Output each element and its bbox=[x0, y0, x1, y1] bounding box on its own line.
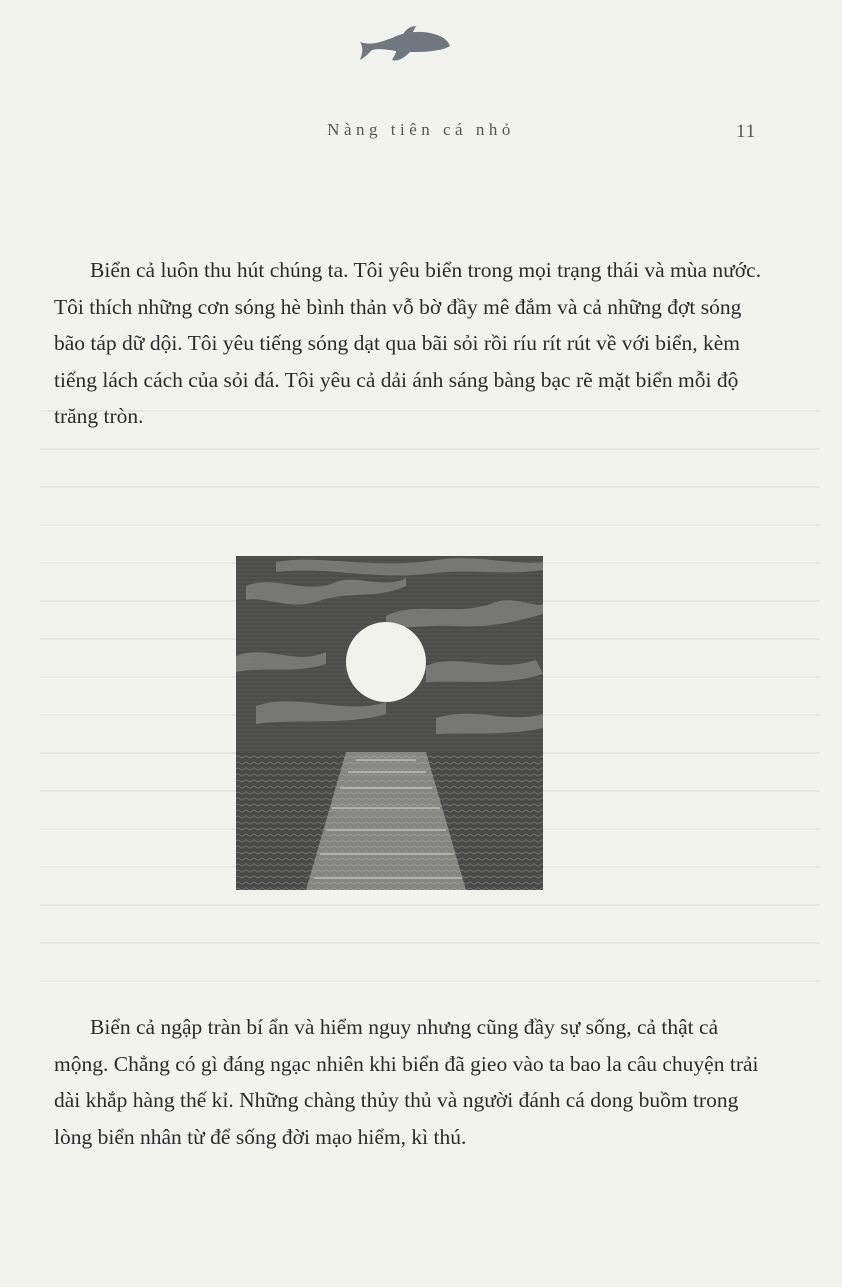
running-header-title: Nàng tiên cá nhỏ bbox=[327, 120, 515, 139]
paragraph-1: Biển cả luôn thu hút chúng ta. Tôi yêu biển trong mọi trạng thái và mùa nước. Tôi thích những cơn sóng hè bình thản vỗ bờ đầy mê đắm và cả những đợt sóng bão táp dữ dội. Tôi yêu tiếng sóng dạt qua bãi sỏi rồi ríu rít rút về với biển, kèm tiếng lách cách của sỏi đá. Tôi yêu cả dải ánh sáng bàng bạc rẽ mặt biển mỗi độ trăng tròn. bbox=[54, 258, 762, 428]
full-moon bbox=[346, 622, 426, 702]
dolphin-icon bbox=[358, 24, 452, 72]
page-number: 11 bbox=[736, 121, 757, 142]
moon-over-sea-illustration bbox=[236, 556, 543, 890]
paragraph-2: Biển cả ngập tràn bí ẩn và hiểm nguy nhưng cũng đầy sự sống, cả thật cả mộng. Chẳng có gì đáng ngạc nhiên khi biển đã gieo vào ta bao la câu chuyện trải dài khắp hàng thế kỉ. Những chàng thủy thủ và người đánh cá dong buồm trong lòng biển nhân từ để sống đời mạo hiểm, kì thú. bbox=[54, 1015, 759, 1149]
